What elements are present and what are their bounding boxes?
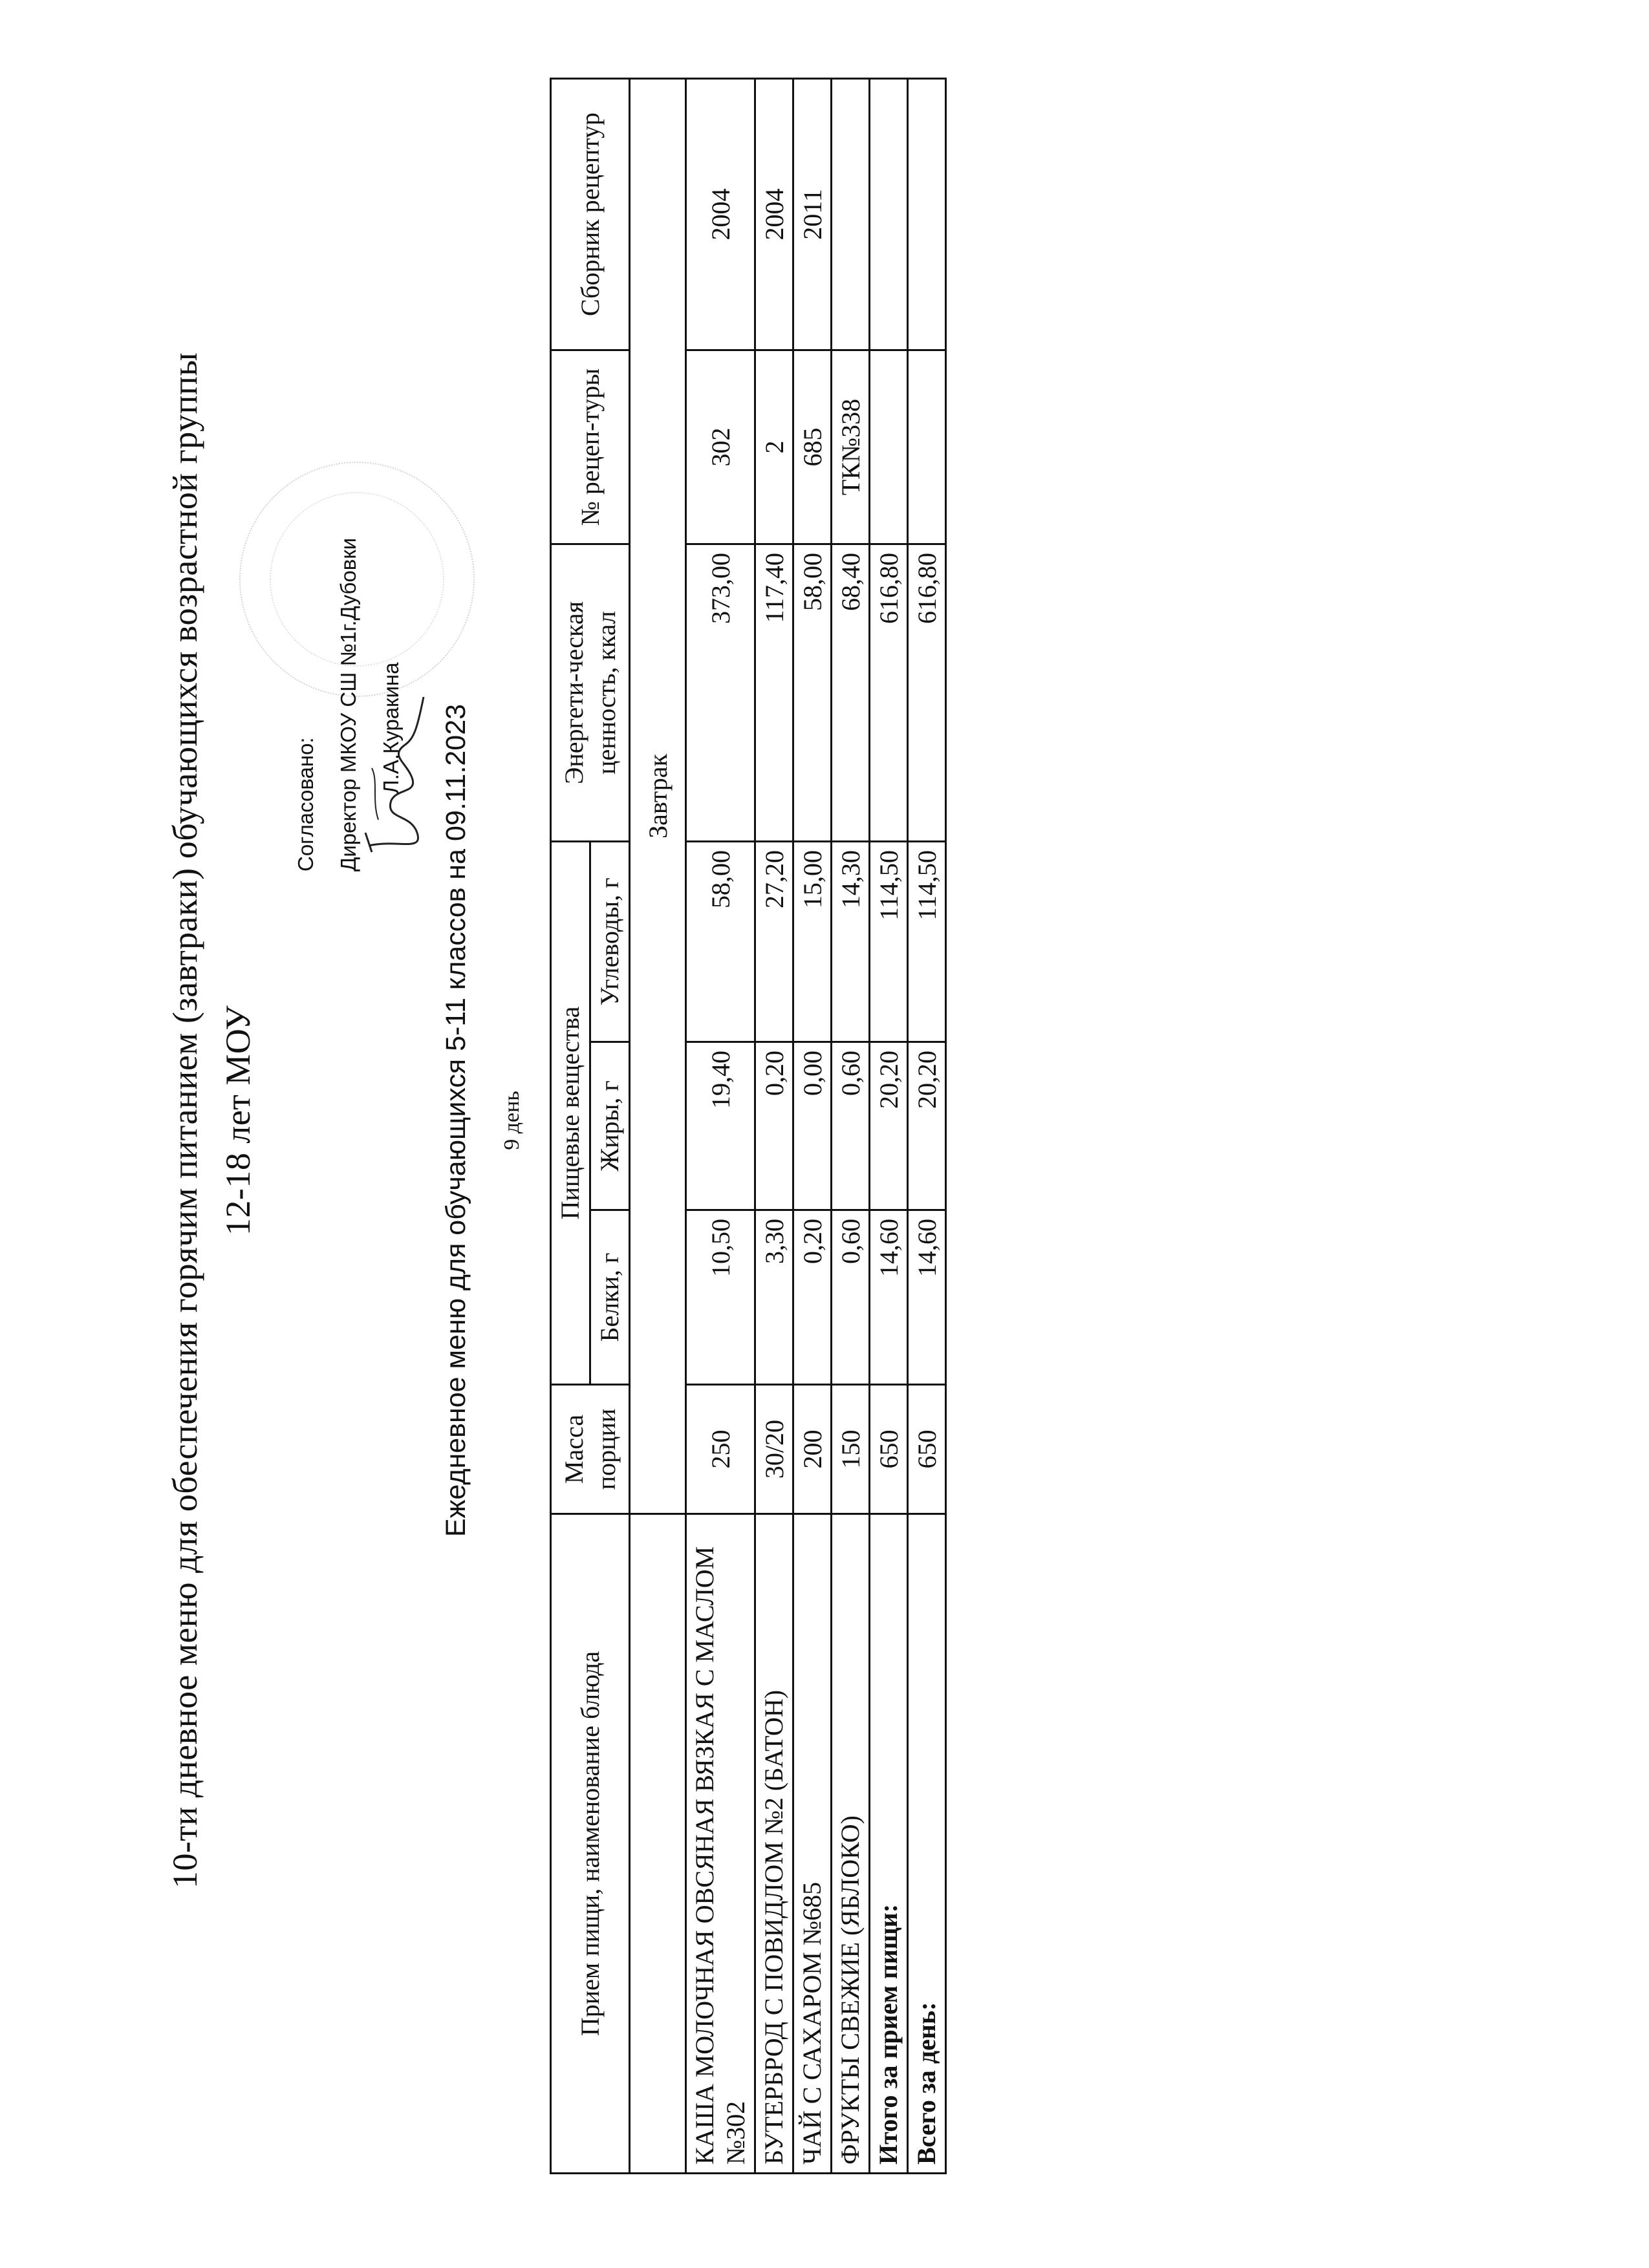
menu-table [550,78,947,2174]
day-label: 9 день [500,1091,524,1150]
total-mass: 650 [908,1385,946,1514]
dish-protein: 0,60 [832,1210,870,1385]
dish-name: КАША МОЛОЧНАЯ ОВСЯНАЯ ВЯЗКАЯ С МАСЛОМ №302 [686,1514,755,2174]
dish-energy: 58,00 [793,544,832,842]
subtotal-carbs: 114,50 [870,842,908,1042]
header-energy: Энергети-ческая ценность, ккал [551,544,630,842]
dish-recipe-no: ТК№338 [832,350,870,544]
title-line-1: 10-ти дневное меню для обеспечения горячим питанием (завтраки) обучающихся возрастной группы [166,352,204,1889]
approval-position: Директор МКОУ СШ №1г.Дубовки [336,537,360,872]
dish-recipe-no: 685 [793,350,832,544]
approval-signatory: Л.А.Куракина [379,662,403,794]
dish-fat: 19,40 [686,1042,755,1210]
header-protein: Белки, г [590,1210,630,1385]
table-row [793,79,832,2174]
total-energy: 616,80 [908,544,946,842]
header-carbs: Углеводы, г [590,842,630,1042]
dish-recipe-book: 2011 [793,79,832,350]
dish-energy: 117,40 [755,544,793,842]
total-protein: 14,60 [908,1210,946,1385]
dish-mass: 30/20 [755,1385,793,1514]
table-row [686,79,755,2174]
dish-fat: 0,20 [755,1042,793,1210]
dish-carbs: 15,00 [793,842,832,1042]
header-recipe-book: Сборник рецептур [551,79,630,350]
subtotal-mass: 650 [870,1385,908,1514]
dish-mass: 250 [686,1385,755,1514]
total-carbs: 114,50 [908,842,946,1042]
menu-heading: Ежедневное меню для обучающихся 5-11 классов на 09.11.2023 [440,703,471,1537]
total-row [908,79,946,2174]
title-line-2: 12-18 лет МОУ [219,1005,257,1236]
dish-name: БУТЕРБРОД С ПОВИДЛОМ №2 (БАТОН) [755,1514,793,2174]
total-recipe-book [908,79,946,350]
header-nutrients: Пищевые вещества [551,842,590,1385]
dish-protein: 3,30 [755,1210,793,1385]
dish-recipe-no: 302 [686,350,755,544]
header-row-1 [551,79,590,2174]
section-row [630,79,686,2174]
header-meal-name: Прием пищи, наименование блюда [551,1514,630,2174]
dish-fat: 0,00 [793,1042,832,1210]
total-fat: 20,20 [908,1042,946,1210]
section-title: Завтрак [630,79,686,1514]
section-empty-cell [630,1514,686,2174]
dish-mass: 200 [793,1385,832,1514]
total-recipe-no [908,350,946,544]
subtotal-row [870,79,908,2174]
header-fat: Жиры, г [590,1042,630,1210]
dish-carbs: 27,20 [755,842,793,1042]
dish-name: ФРУКТЫ СВЕЖИЕ (ЯБЛОКО) [832,1514,870,2174]
document-title [158,70,264,2171]
header-portion-mass: Масса порции [551,1385,630,1514]
table-row [832,79,870,2174]
dish-energy: 373,00 [686,544,755,842]
subtotal-protein: 14,60 [870,1210,908,1385]
dish-recipe-book [832,79,870,350]
subtotal-label: Итого за прием пищи: [870,1514,908,2174]
subtotal-recipe-book [870,79,908,350]
header-recipe-no: № рецеп-туры [551,350,630,544]
dish-protein: 0,20 [793,1210,832,1385]
dish-mass: 150 [832,1385,870,1514]
dish-protein: 10,50 [686,1210,755,1385]
table-row [755,79,793,2174]
approval-label: Согласовано: [294,737,318,872]
handwritten-signature [359,690,436,859]
dish-fat: 0,60 [832,1042,870,1210]
subtotal-fat: 20,20 [870,1042,908,1210]
total-label: Всего за день: [908,1514,946,2174]
dish-energy: 68,40 [832,544,870,842]
dish-recipe-book: 2004 [686,79,755,350]
dish-recipe-book: 2004 [755,79,793,350]
dish-carbs: 58,00 [686,842,755,1042]
dish-recipe-no: 2 [755,350,793,544]
subtotal-energy: 616,80 [870,544,908,842]
dish-name: ЧАЙ С САХАРОМ №685 [793,1514,832,2174]
subtotal-recipe-no [870,350,908,544]
dish-carbs: 14,30 [832,842,870,1042]
